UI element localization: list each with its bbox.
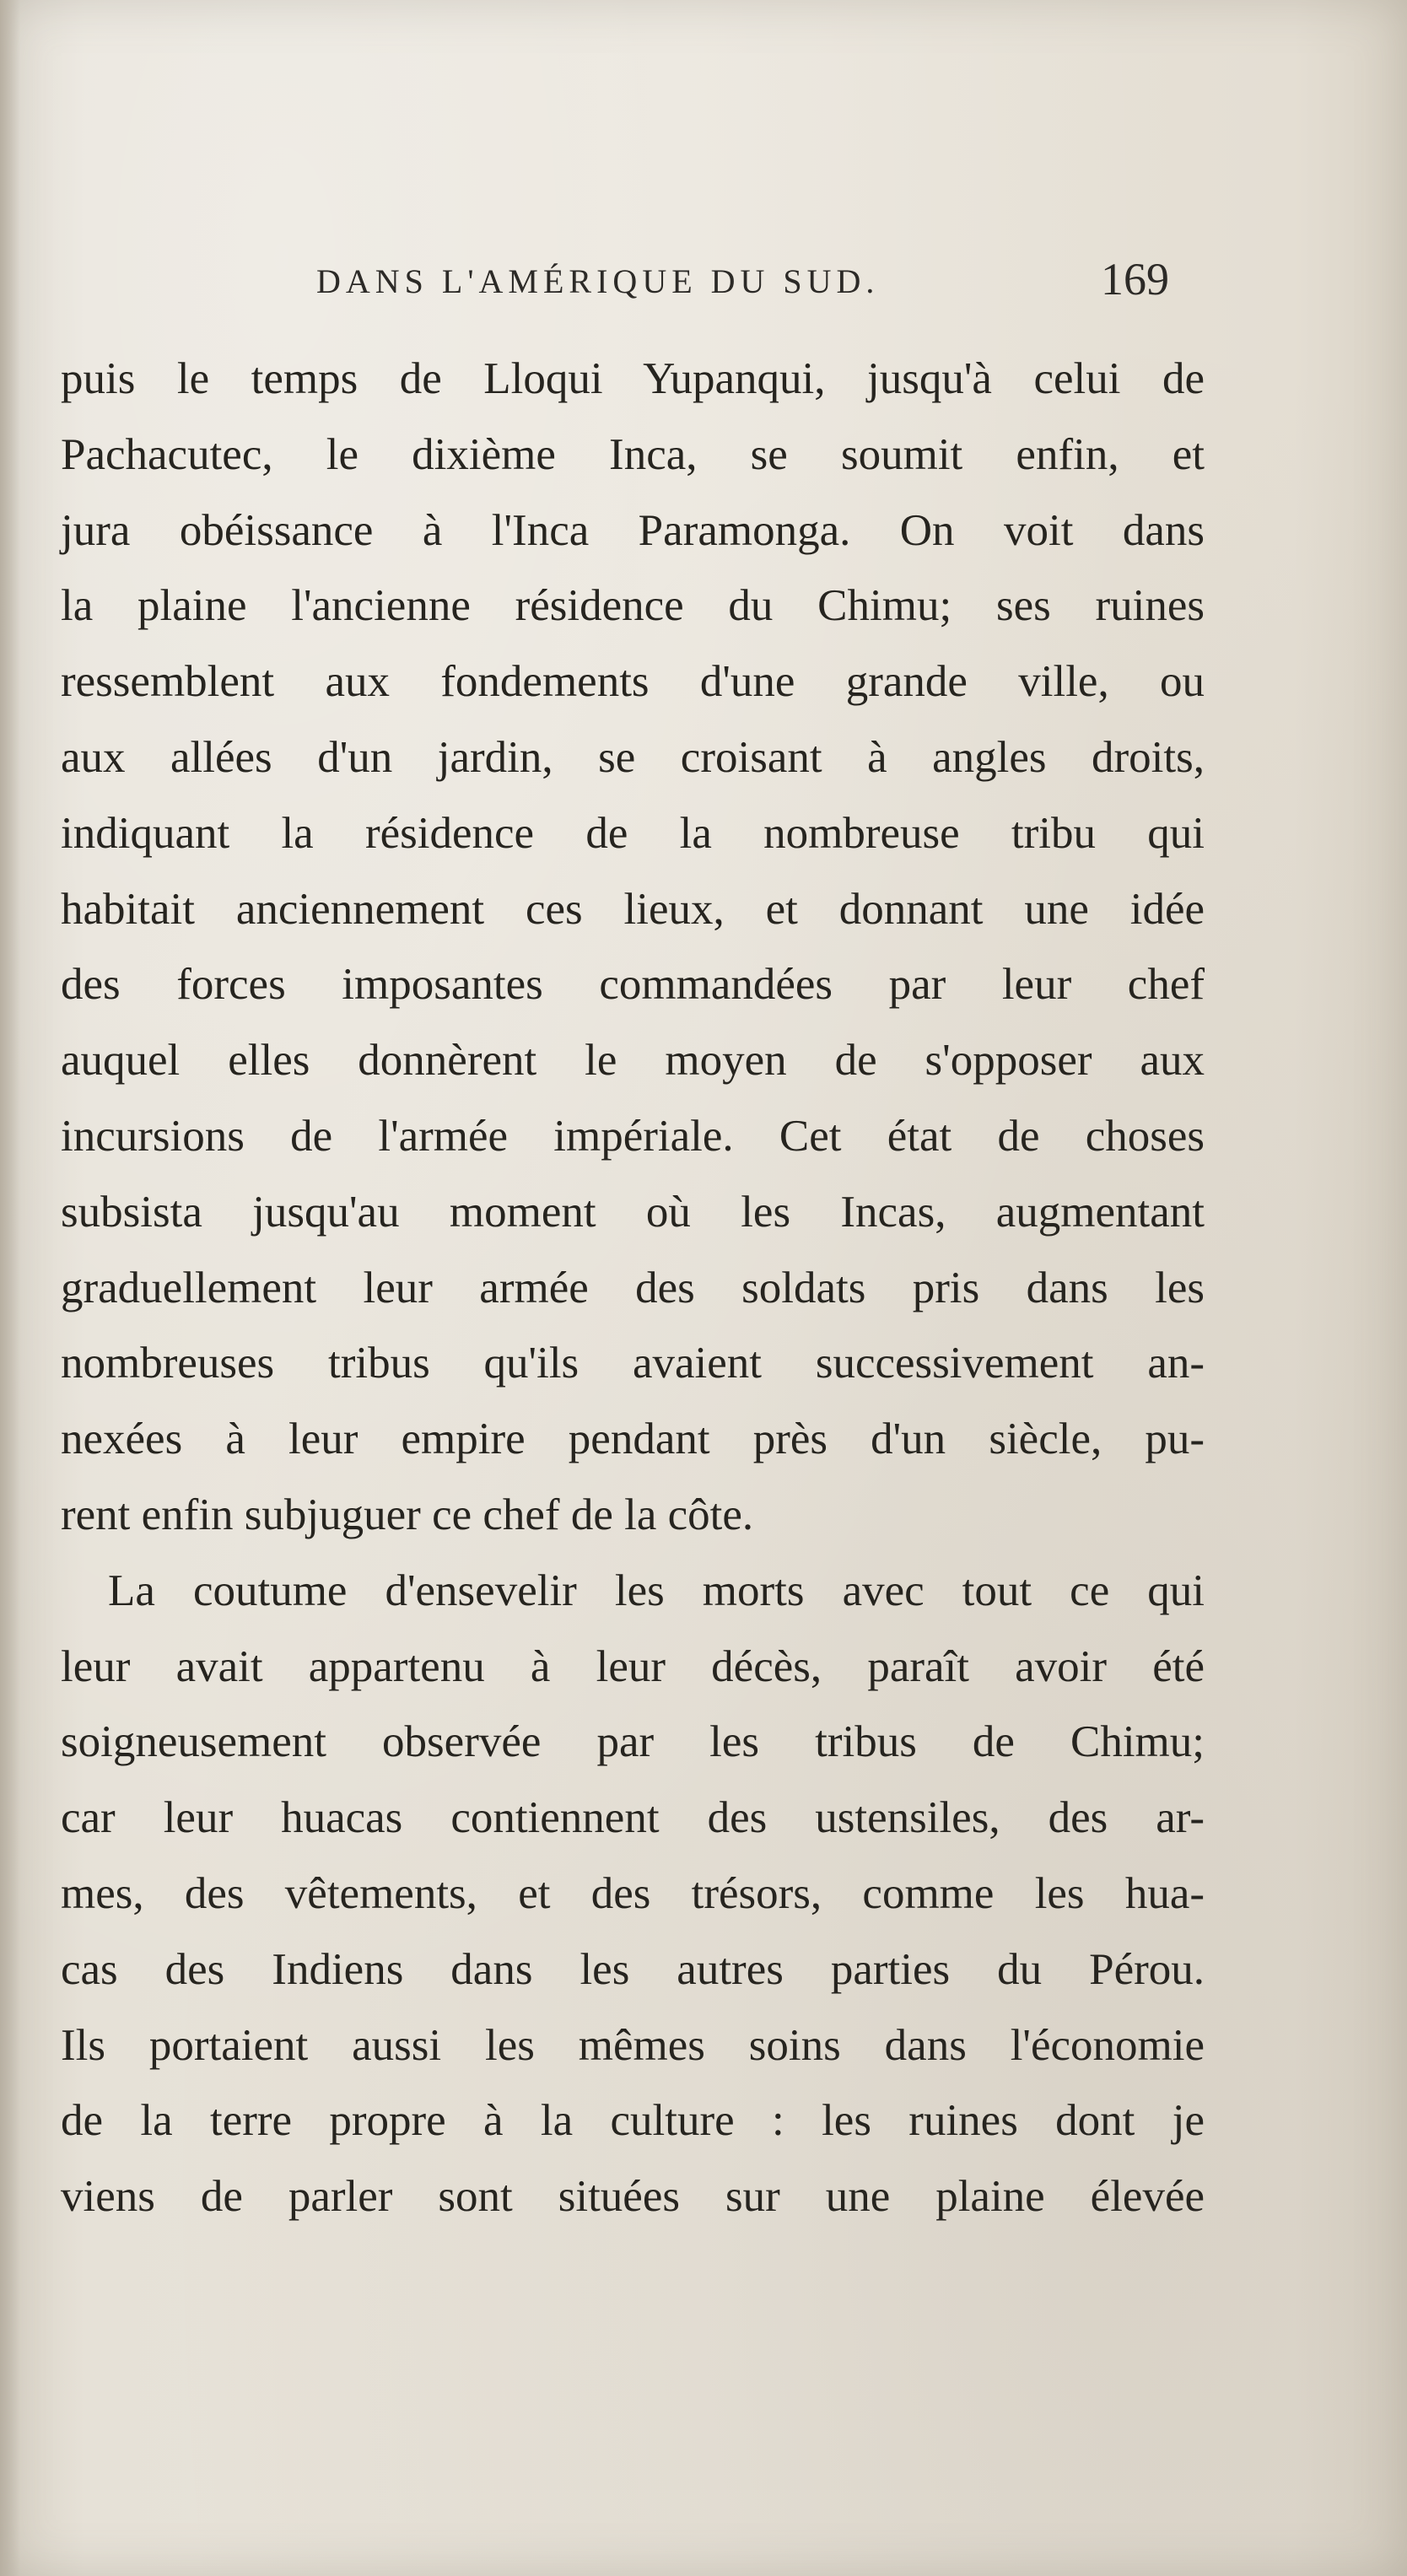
text-line: indiquant la résidence de la nombreuse tribu qui (61, 808, 1205, 858)
text-line: la plaine l'ancienne résidence du Chimu; ses ruines (61, 581, 1205, 631)
text-line: nexées à leur empire pendant près d'un siècle, pu- (61, 1415, 1205, 1464)
running-title: DANS L'AMÉRIQUE DU SUD. (316, 262, 880, 300)
text-line: habitait anciennement ces lieux, et donnant une idée (61, 884, 1205, 934)
text-line: car leur huacas contiennent des ustensiles, des ar- (61, 1793, 1205, 1843)
text-line: ressemblent aux fondements d'une grande ville, ou (61, 657, 1205, 707)
text-line: jura obéissance à l'Inca Paramonga. On voit dans (61, 505, 1205, 555)
text-line: graduellement leur armée des soldats pris dans les (61, 1263, 1205, 1312)
text-line: subsista jusqu'au moment où les Incas, augmentant (61, 1187, 1205, 1237)
text-line: nombreuses tribus qu'ils avaient successivement an- (61, 1339, 1205, 1388)
text-line: des forces imposantes commandées par leur chef (61, 960, 1205, 1010)
text-line: puis le temps de Lloqui Yupanqui, jusqu'à celui de (61, 354, 1205, 403)
text-line: auquel elles donnèrent le moyen de s'opposer aux (61, 1036, 1205, 1086)
paragraph-1 (61, 342, 1205, 1554)
text-line: soigneusement observée par les tribus de Chimu; (61, 1717, 1205, 1767)
running-head (0, 253, 1407, 329)
body-text (61, 342, 1205, 2235)
page-number: 169 (1101, 254, 1169, 304)
text-line: de la terre propre à la culture : les ruines dont je (61, 2096, 1205, 2146)
text-line: Ils portaient aussi les mêmes soins dans l'économie (61, 2020, 1205, 2070)
text-line: Pachacutec, le dixième Inca, se soumit enfin, et (61, 429, 1205, 479)
text-line: mes, des vêtements, et des trésors, comme les hua- (61, 1868, 1205, 1918)
paragraph-2 (61, 1554, 1205, 2235)
text-line: viens de parler sont situées sur une plaine élevée (61, 2172, 1205, 2222)
page-gutter-shadow (0, 0, 20, 2576)
text-line: rent enfin subjuguer ce chef de la côte. (61, 1490, 754, 1539)
text-line: leur avait appartenu à leur décès, paraît avoir été (61, 1641, 1205, 1691)
text-line: cas des Indiens dans les autres parties du Pérou. (61, 1944, 1205, 1994)
text-line: aux allées d'un jardin, se croisant à angles droits, (61, 732, 1205, 782)
text-line: La coutume d'ensevelir les morts avec tout ce qui (108, 1566, 1205, 1615)
text-line: incursions de l'armée impériale. Cet état de choses (61, 1111, 1205, 1161)
